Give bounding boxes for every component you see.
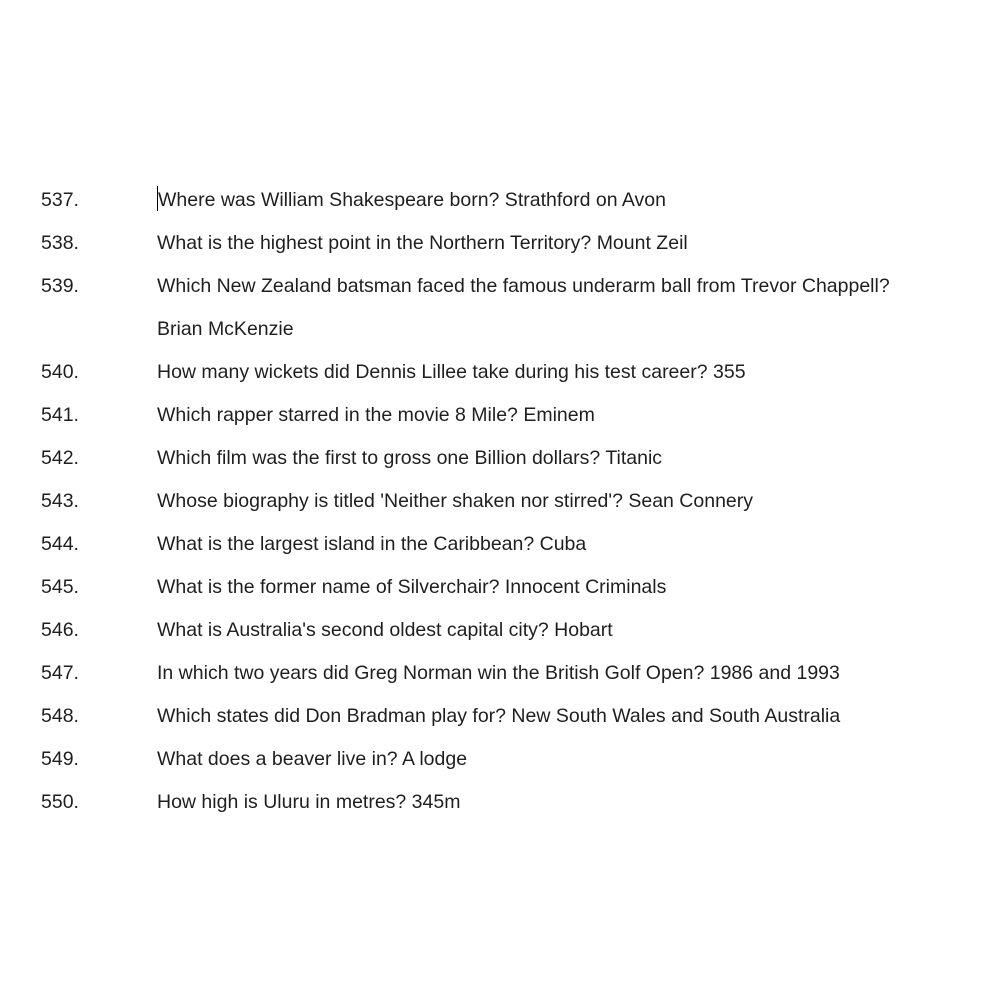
list-item: [0, 480, 1000, 523]
list-item: [0, 222, 1000, 265]
list-item: [0, 394, 1000, 437]
list-item: [0, 609, 1000, 652]
list-item: [0, 351, 1000, 394]
question-line: What is the highest point in the Northern Territory? Mount Zeil: [157, 232, 688, 254]
question-number: 540.: [41, 361, 79, 383]
question-line: What is the former name of Silverchair? Innocent Criminals: [157, 576, 667, 598]
question-number: 544.: [41, 533, 79, 555]
question-line: What does a beaver live in? A lodge: [157, 748, 468, 770]
question-text[interactable]: [157, 394, 1000, 437]
list-item: [0, 566, 1000, 609]
question-number: 548.: [41, 705, 79, 727]
question-line: Whose biography is titled 'Neither shaken nor stirred'? Sean Connery: [157, 490, 754, 512]
question-line: In which two years did Greg Norman win the British Golf Open? 1986 and 1993: [157, 662, 840, 684]
question-text[interactable]: [157, 652, 1000, 695]
question-line: How many wickets did Dennis Lillee take during his test career? 355: [157, 361, 746, 383]
list-item: [0, 437, 1000, 480]
question-text[interactable]: [157, 781, 1000, 824]
question-text[interactable]: [157, 265, 1000, 351]
question-line: Brian McKenzie: [157, 318, 294, 340]
question-text[interactable]: [157, 738, 1000, 781]
question-text[interactable]: [157, 222, 1000, 265]
list-item: [0, 652, 1000, 695]
list-item: [0, 179, 1000, 222]
question-text[interactable]: [157, 179, 1000, 222]
question-line: What is the largest island in the Caribbean? Cuba: [157, 533, 587, 555]
question-line: Where was William Shakespeare born? Strathford on Avon: [157, 179, 1000, 222]
question-number: 543.: [41, 490, 79, 512]
question-text[interactable]: [157, 437, 1000, 480]
question-number: 547.: [41, 662, 79, 684]
list-item: [0, 781, 1000, 824]
question-number: 541.: [41, 404, 79, 426]
question-line: Which film was the first to gross one Billion dollars? Titanic: [157, 447, 663, 469]
question-line: Which states did Don Bradman play for? New South Wales and South Australia: [157, 705, 841, 727]
question-text[interactable]: [157, 609, 1000, 652]
question-number: 550.: [41, 791, 79, 813]
question-number: 545.: [41, 576, 79, 598]
question-text[interactable]: [157, 566, 1000, 609]
question-number: 538.: [41, 232, 79, 254]
question-text[interactable]: [157, 695, 1000, 738]
list-item: [0, 265, 1000, 351]
list-item: [0, 523, 1000, 566]
question-line: How high is Uluru in metres? 345m: [157, 791, 461, 813]
question-line: Which rapper starred in the movie 8 Mile? Eminem: [157, 404, 595, 426]
question-text[interactable]: [157, 523, 1000, 566]
question-number: 539.: [41, 275, 79, 297]
question-number: 537.: [41, 189, 79, 211]
question-list: [0, 179, 1000, 824]
question-line: What is Australia's second oldest capital city? Hobart: [157, 619, 613, 641]
question-line: Which New Zealand batsman faced the famous underarm ball from Trevor Chappell?: [157, 275, 890, 297]
question-number: 542.: [41, 447, 79, 469]
question-text[interactable]: [157, 351, 1000, 394]
question-text[interactable]: [157, 480, 1000, 523]
question-number: 546.: [41, 619, 79, 641]
question-number: 549.: [41, 748, 79, 770]
list-item: [0, 738, 1000, 781]
list-item: [0, 695, 1000, 738]
